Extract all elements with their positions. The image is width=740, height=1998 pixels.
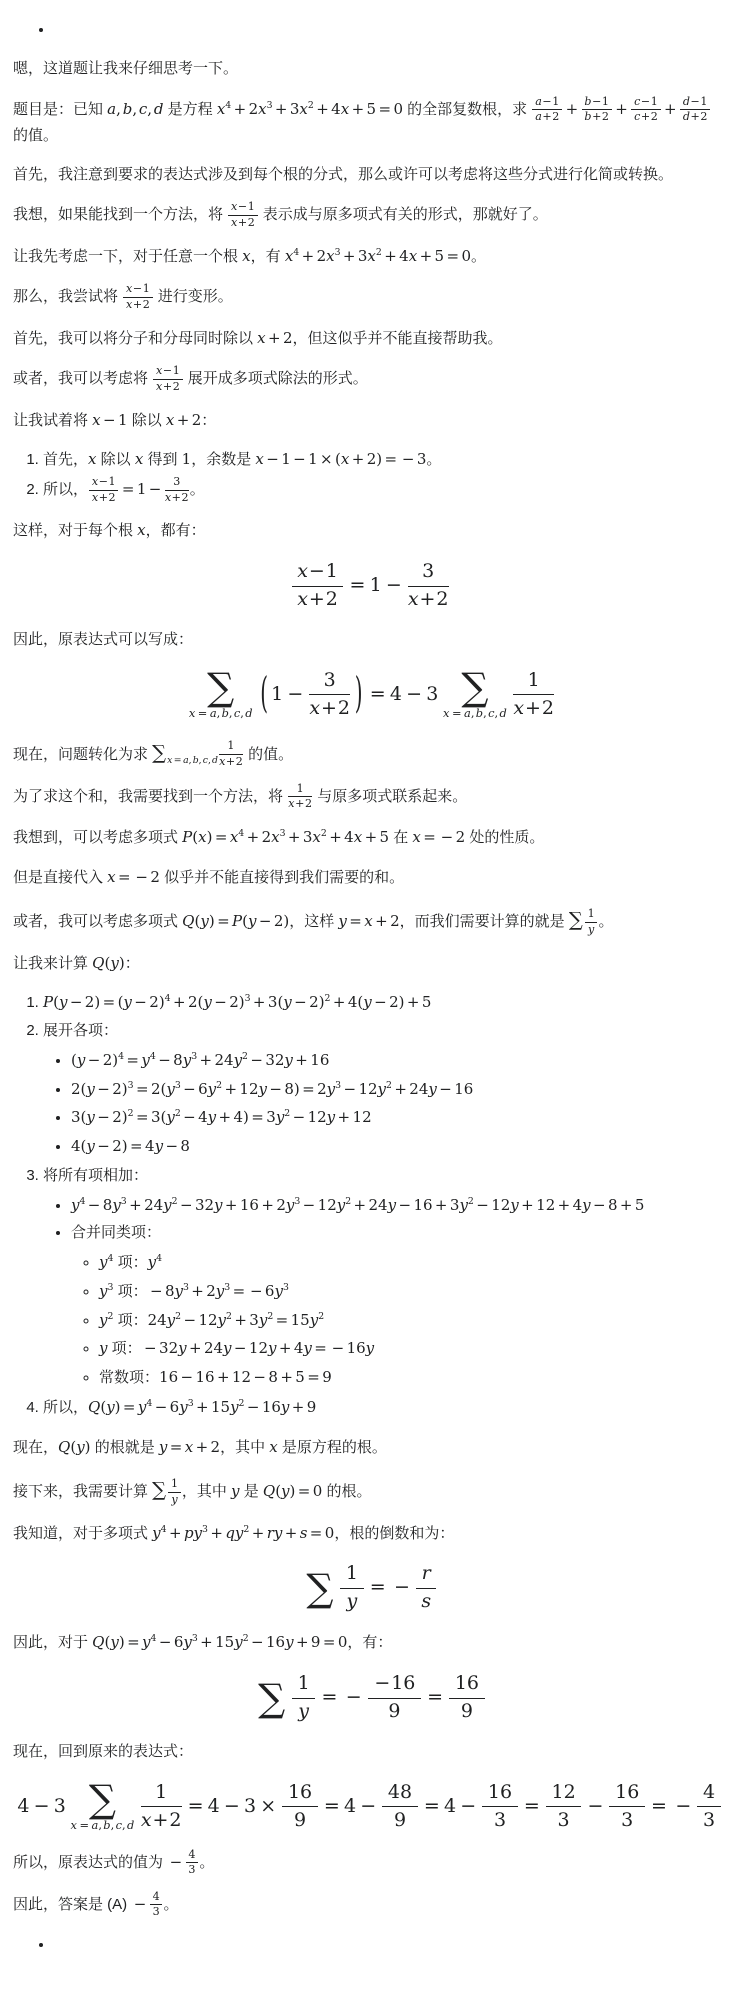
superscript: 4	[150, 1633, 157, 1645]
superscript: 2	[324, 993, 331, 1005]
fraction: $\frac{4}{3}$	[695, 1781, 722, 1833]
math-inline: y	[231, 1482, 240, 1501]
text-run: 是原方程的根。	[277, 1438, 387, 1456]
fraction: $\frac{a-1}{a+2}$	[531, 96, 563, 124]
text-run: 但是直接代入	[13, 868, 108, 886]
math-inline: $3(y - 2)^2 = 3(y^2 - 4y + 4) = 3y^2 - 12y + 12$	[71, 1108, 372, 1127]
math-inline: − $\frac{4}{3}$	[131, 1895, 163, 1913]
text-run: ：	[201, 411, 217, 429]
superscript: 2	[242, 1633, 249, 1645]
display-equation	[13, 1562, 727, 1614]
text-run: 因此，原表达式可以写成：	[13, 630, 194, 648]
superscript: 3	[191, 1050, 198, 1062]
display-equation	[13, 1777, 727, 1833]
math-inline: 16 − 16 + 12 − 8 + 5 = 9	[159, 1368, 332, 1387]
text-run: 现在，回到原来的表达式：	[13, 1742, 194, 1760]
superscript: 2	[174, 1108, 181, 1120]
superscript: 2	[267, 1310, 274, 1322]
text-run: 为了求这个和，我需要找到一个方法，将	[13, 787, 288, 805]
bullet-list	[43, 1193, 727, 1391]
superscript: 3	[282, 1281, 289, 1293]
superscript: 2	[127, 1108, 134, 1120]
superscript: 3	[120, 1195, 127, 1207]
superscript: 3	[107, 1281, 114, 1293]
superscript: 4	[118, 1050, 125, 1062]
text-run: ，根的倒数和为：	[334, 1524, 455, 1542]
math-inline: $y^2$	[99, 1310, 114, 1329]
text-run: 。	[470, 247, 486, 265]
list-item	[71, 1105, 727, 1131]
math-inline: y = x + 2	[338, 912, 400, 931]
text-run: ，其中	[181, 1483, 232, 1501]
superscript: 3	[182, 1281, 189, 1293]
math-inline: Q(y)	[92, 953, 125, 972]
fraction: $\frac{-16}{9}$	[366, 1672, 423, 1724]
math-inline: x	[88, 450, 97, 469]
fraction: $\frac{1}{x+2}$	[513, 668, 554, 719]
text-run: 项：	[107, 1340, 142, 1358]
math-inline: x = − 2	[412, 827, 466, 846]
text-run: 让我试着将	[13, 411, 93, 429]
text-run: 项：	[113, 1311, 148, 1329]
superscript: 2	[242, 1050, 248, 1062]
fraction: $\frac{1}{y}$	[290, 1672, 317, 1724]
paragraph	[13, 408, 727, 434]
fraction: $\frac{3}{x+2}$	[407, 560, 449, 611]
text-run: 合并同类项：	[71, 1224, 162, 1242]
text-run: 项：	[113, 1282, 148, 1300]
text-run: 的值。	[243, 745, 294, 763]
paragraph	[13, 737, 727, 769]
list-item	[43, 476, 727, 504]
superscript: 3	[335, 1079, 342, 1091]
math-inline: x	[134, 450, 144, 469]
math-inline: $y^4$	[147, 1253, 162, 1272]
superscript: 2	[318, 1310, 325, 1322]
superscript: 2	[284, 1108, 291, 1120]
paragraph	[13, 283, 727, 311]
paragraph	[13, 244, 727, 270]
text-run: 将所有项相加：	[43, 1166, 149, 1184]
superscript: 2	[467, 1195, 474, 1207]
fraction: $\frac{x-1}{x+2}$	[227, 201, 258, 229]
math-inline: $Q(y) = y^4 - 6y^3 + 15y^2 - 16y + 9 = 0$	[92, 1633, 348, 1652]
math-display: $\frac{x-1}{x+2}$ = 1 − $\frac{3}{x+2}$	[290, 574, 451, 596]
text-run: 让我来计算	[13, 954, 93, 972]
superscript: 3	[191, 1633, 198, 1645]
big-paren: (	[260, 666, 269, 718]
math-inline: $y^4 + py^3 + qy^2$ + ry + s = 0	[152, 1523, 335, 1542]
list-item	[99, 1365, 727, 1391]
fraction: $\frac{1}{y}$	[167, 1478, 182, 1506]
text-run: 展开成多项式除法的形式。	[183, 370, 368, 388]
text-run: 现在，	[13, 1438, 59, 1456]
sigma-sign: ∑	[306, 1566, 334, 1611]
math-inline: $\sum_{x=a,b,c,d}$ $\frac{1}{x+2}$	[152, 739, 243, 768]
math-inline: $y^4 - 8y^3 + 24y^2 - 32y + 16 + 2y^3 - 12y^2 + 24y - 16 + 3y^2 - 12y + 12 + 4y - 8 + 5$	[71, 1195, 645, 1214]
math-inline: $Q(y) = y^4 - 6y^3 + 15y^2 - 16y + 9$	[88, 1397, 317, 1416]
math-inline	[287, 781, 313, 811]
list-item	[43, 1164, 727, 1391]
summation	[443, 665, 507, 721]
math-inline: ∑ $\frac{1}{y}$	[569, 912, 599, 930]
fraction: $\frac{48}{9}$	[380, 1781, 419, 1833]
math-inline: − 32y + 24y − 12y + 4y = − 16y	[144, 1339, 375, 1358]
list-item	[99, 1336, 727, 1362]
superscript: 2	[171, 1195, 178, 1207]
text-run: 得到	[143, 451, 182, 469]
text-run: 的根。	[322, 1483, 372, 1501]
superscript: 3	[174, 1079, 181, 1091]
fraction: $\frac{4}{3}$	[149, 1891, 164, 1919]
paragraph	[13, 1740, 727, 1765]
math-inline: y	[99, 1339, 108, 1358]
superscript: 4	[107, 1253, 114, 1265]
text-run: 。	[598, 913, 614, 931]
sigma-sign: ∑	[461, 665, 489, 710]
text-run: 的全部复数根，求	[403, 100, 532, 118]
math-inline: y = x + 2	[158, 1437, 221, 1456]
list-item	[99, 1250, 727, 1276]
math-inline: $\frac{a-1}{a+2}$ + $\frac{b-1}{b+2}$ + $\frac{c-1}{c+2}$ + $\frac{d-1}{d+2}$	[531, 100, 711, 118]
text-run: 似乎并不能直接得到我们需要的和。	[159, 868, 405, 886]
text-run: 常数项：	[99, 1369, 160, 1387]
text-run: ，余数是	[191, 451, 256, 469]
summation	[188, 665, 253, 721]
superscript: 3	[279, 827, 286, 839]
text-run: 。	[199, 1853, 215, 1871]
math-inline: $P(x) = x^4 + 2x^3 + 3x^2 + 4x + 5$	[182, 827, 390, 846]
text-run: 我想，如果能找到一个方法，将	[13, 206, 228, 224]
paragraph	[13, 96, 727, 149]
list-item	[99, 1279, 727, 1305]
math-inline: 4(y − 2) = 4y − 8	[71, 1137, 190, 1156]
math-display: ∑ $\frac{1}{y}$ = − $\frac{-16}{9}$ = $\frac{16}{9}$	[253, 1686, 486, 1708]
text-run: 首先，我注意到要求的表达式涉及到每个根的分式，那么或许可以考虑将这些分式进行化简或转换。	[13, 165, 674, 183]
superscript: 2	[243, 1523, 250, 1535]
fraction: $\frac{16}{3}$	[480, 1781, 519, 1833]
superscript: 3	[294, 1195, 301, 1207]
math-inline: Q(y) = P(y − 2)	[182, 912, 290, 931]
fraction: $\frac{3}{x+2}$	[164, 475, 189, 504]
text-run: 的值。	[13, 126, 59, 144]
superscript: 2	[375, 246, 382, 258]
superscript: 2	[107, 1310, 114, 1322]
text-run: ，有	[250, 247, 285, 265]
paragraph	[13, 1891, 727, 1919]
math-inline: $24y^2 - 12y^2 + 3y^2 = 15y^2$	[147, 1310, 325, 1329]
math-display: ∑ x = a,b,c,d ( 1 − $\frac{3}{x+2}$ ) = 4 − 3 ∑ x = a,b,c,d $\frac{1}{x+2}$	[184, 683, 556, 705]
list-item	[71, 1193, 727, 1219]
text-run: 或者，我可以考虑将	[13, 370, 153, 388]
empty-bullet-item	[54, 18, 727, 43]
paragraph	[13, 518, 727, 544]
text-run: ，而我们需要计算的就是	[399, 913, 569, 931]
bullet-list	[13, 1933, 727, 1958]
fraction: $\frac{x-1}{x+2}$	[152, 365, 183, 393]
list-item	[71, 1048, 727, 1074]
fraction: $\frac{12}{3}$	[544, 1781, 583, 1833]
superscript: 3	[224, 1281, 231, 1293]
text-run: 的根就是	[90, 1438, 159, 1456]
text-run: ，其中	[220, 1438, 270, 1456]
superscript: 4	[160, 1523, 167, 1535]
text-run: 表示成与原多项式有关的形式，那就好了。	[258, 206, 548, 224]
fraction: $\frac{x-1}{x+2}$	[88, 476, 119, 504]
superscript: 3	[187, 1397, 194, 1409]
math-inline: − $8y^3 + 2y^3$ = − $6y^3$	[149, 1281, 289, 1300]
text-run: ，有：	[347, 1634, 393, 1652]
math-inline: $(y - 2)^4 = y^4 - 8y^3 + 24y^2 - 32y + 16$	[71, 1050, 330, 1069]
text-run: 除以	[127, 411, 166, 429]
text-run: 让我先考虑一下，对于任意一个根	[13, 247, 243, 265]
fraction: $\frac{1}{y}$	[584, 908, 599, 936]
text-run: 嗯，这道题让我来仔细思考一下。	[13, 59, 239, 77]
text-run: 。	[163, 1895, 179, 1913]
text-run: 是方程	[163, 100, 217, 118]
fraction: $\frac{16}{3}$	[608, 1781, 647, 1833]
paragraph	[13, 1849, 727, 1877]
sum-limits: x = a,b,c,d	[443, 706, 507, 721]
fraction: $\frac{1}{y}$	[338, 1562, 365, 1614]
text-run: ，这样	[289, 913, 339, 931]
math-inline: − $\frac{4}{3}$	[167, 1853, 199, 1871]
paragraph	[13, 904, 727, 936]
superscript: 4	[225, 99, 232, 111]
sigma-sign: ∑	[258, 1675, 286, 1720]
fraction: $\frac{1}{x+2}$	[140, 1780, 182, 1831]
superscript: 2	[238, 1397, 245, 1409]
superscript: 2	[226, 1310, 232, 1322]
text-run: 那么，我尝试将	[13, 288, 123, 306]
paragraph	[13, 326, 727, 352]
sum-limits: x = a,b,c,d	[188, 706, 253, 721]
ordered-list	[13, 990, 727, 1420]
math-inline: $x^4 + 2x^3 + 3x^2 + 4x + 5 = 0$	[216, 99, 403, 118]
math-inline: $y^3$	[99, 1281, 114, 1300]
paragraph	[13, 1630, 727, 1656]
text-run: ：	[124, 954, 140, 972]
text-run: 我想到，可以考虑多项式	[13, 828, 183, 846]
fraction: $\frac{x-1}{x+2}$	[122, 283, 153, 311]
text-run: 因此，答案是 (A)	[13, 1895, 132, 1913]
text-run: 因此，对于	[13, 1634, 93, 1652]
sum-limits: x = a,b,c,d	[70, 1818, 135, 1833]
display-equation	[13, 665, 727, 721]
math-inline	[152, 364, 183, 393]
math-inline: x = − 2	[107, 867, 160, 886]
list-item	[43, 447, 727, 473]
paragraph	[13, 865, 727, 891]
text-run: 项：	[113, 1254, 148, 1272]
text-run: 在	[389, 828, 413, 846]
superscript: 4	[164, 993, 171, 1005]
bullet-list	[71, 1250, 727, 1391]
list-item	[71, 1077, 727, 1103]
math-inline: $P(y - 2) = (y - 2)^4 + 2(y - 2)^3 + 3(y - 2)^2 + 4(y - 2) + 5$	[43, 993, 432, 1012]
summation	[70, 1777, 135, 1833]
summation	[258, 1675, 286, 1720]
text-run: ，但这似乎并不能直接帮助我。	[292, 329, 503, 347]
math-inline: 1	[181, 450, 192, 469]
text-run: 所以，	[43, 1398, 89, 1416]
math-inline: x	[137, 521, 146, 540]
superscript: 3	[202, 1523, 208, 1535]
text-run: 展开各项：	[43, 1022, 119, 1040]
fraction: $\frac{3}{x+2}$	[309, 668, 350, 719]
text-run: 所以，原表达式的值为	[13, 1853, 168, 1871]
subscript: x=a,b,c,d	[167, 754, 218, 766]
fraction: $\frac{16}{9}$	[280, 1781, 319, 1833]
fraction: $\frac{1}{x+2}$	[219, 739, 243, 768]
empty-bullet-item	[54, 1933, 727, 1958]
math-display: 4 − 3 ∑ x = a,b,c,d $\frac{1}{x+2}$ = 4 − 3 × $\frac{16}{9}$ = 4 − $\frac{48}{9}$ = 4 − $\frac{16}{3}$ = $\frac{12}{3}$ − $\frac{16}{3}$ = − $\frac{4}{3}$	[17, 1795, 722, 1817]
superscript: 4	[156, 1253, 162, 1265]
superscript: 4	[238, 827, 245, 839]
text-run: 是	[239, 1483, 263, 1501]
text-run: 。	[189, 481, 205, 499]
text-run: ，都有：	[145, 522, 206, 540]
math-inline: x + 2	[257, 328, 293, 347]
math-inline: ∑ $\frac{1}{y}$	[152, 1482, 182, 1500]
text-run: 与原多项式联系起来。	[313, 787, 468, 805]
math-inline: Q(y) = 0	[262, 1482, 323, 1501]
text-run: 处的性质。	[465, 828, 545, 846]
paragraph	[13, 628, 727, 653]
fraction: $\frac{d-1}{d+2}$	[679, 96, 711, 124]
sigma-sign: ∑	[207, 665, 235, 710]
text-run: 首先，我可以将分子和分母同时除以	[13, 329, 258, 347]
math-inline: a, b, c, d	[107, 99, 164, 118]
paragraph	[13, 825, 727, 851]
superscript: 2	[345, 1195, 352, 1207]
list-item	[99, 1308, 727, 1334]
text-run: 进行变形。	[153, 288, 233, 306]
paragraph	[13, 1521, 727, 1547]
superscript: 2	[320, 827, 327, 839]
text-run: 或者，我可以考虑多项式	[13, 913, 183, 931]
sigma-sign: ∑	[88, 1777, 116, 1822]
paragraph	[13, 783, 727, 811]
fraction: $\frac{1}{x+2}$	[288, 781, 312, 811]
big-paren: )	[354, 666, 363, 718]
paragraph	[13, 57, 727, 82]
paragraph	[13, 201, 727, 229]
list-item	[71, 1221, 727, 1391]
math-inline: x − 1	[92, 410, 128, 429]
fraction: $\frac{x-1}{x+2}$	[290, 560, 346, 612]
fraction: $\frac{16}{9}$	[447, 1672, 486, 1724]
fraction: $\frac{r}{s}$	[414, 1562, 438, 1614]
math-inline: $2(y - 2)^3 = 2(y^3 - 6y^2 + 12y - 8) = 2y^3 - 12y^2 + 24y - 16$	[71, 1079, 474, 1098]
superscript: 4	[146, 1397, 153, 1409]
fraction: $\frac{c-1}{c+2}$	[630, 96, 661, 124]
display-equation	[13, 1672, 727, 1724]
ordered-list	[13, 447, 727, 504]
superscript: 3	[244, 993, 251, 1005]
text-run: 首先，	[43, 451, 89, 469]
math-inline: x	[242, 246, 251, 265]
bullet-list	[43, 1048, 727, 1160]
list-item	[43, 1019, 727, 1160]
fraction: $\frac{b-1}{b+2}$	[581, 96, 613, 124]
list-item	[71, 1134, 727, 1160]
display-equation	[13, 560, 727, 612]
math-inline: $\frac{x-1}{x+2}$ = 1 − $\frac{3}{x+2}$	[88, 480, 190, 498]
text-run: 除以	[96, 451, 135, 469]
superscript: 2	[175, 1310, 182, 1322]
math-inline: x	[269, 1437, 278, 1456]
math-inline: x − 1 − 1 × (x + 2) = − 3	[255, 450, 427, 469]
superscript: 2	[307, 99, 314, 111]
math-inline: $y^4$	[99, 1253, 114, 1272]
superscript: 2	[216, 1079, 223, 1091]
math-inline: Q(y)	[58, 1437, 91, 1456]
math-inline: x + 2	[165, 410, 202, 429]
text-run: 现在，问题转化为求	[13, 745, 153, 763]
superscript: 4	[149, 1050, 156, 1062]
bullet-list	[13, 18, 727, 43]
math-inline: $x^4 + 2x^3 + 3x^2 + 4x + 5 = 0$	[284, 246, 471, 265]
math-display: ∑ $\frac{1}{y}$ = − $\frac{r}{s}$	[302, 1576, 439, 1598]
list-item	[43, 1395, 727, 1421]
text-run: 我知道，对于多项式	[13, 1524, 153, 1542]
paragraph	[13, 365, 727, 393]
list-item	[43, 990, 727, 1016]
paragraph	[13, 951, 727, 977]
text-run: 所以，	[43, 481, 89, 499]
text-run: 题目是：已知	[13, 100, 108, 118]
superscript: 3	[334, 246, 341, 258]
paragraph	[13, 1435, 727, 1461]
superscript: 3	[266, 99, 273, 111]
superscript: 3	[127, 1079, 134, 1091]
fraction: $\frac{4}{3}$	[185, 1849, 200, 1877]
superscript: 4	[293, 246, 300, 258]
reasoning-content	[13, 18, 727, 1958]
math-inline	[122, 282, 153, 311]
text-run: 这样，对于每个根	[13, 522, 138, 540]
paragraph	[13, 1474, 727, 1506]
paragraph	[13, 163, 727, 188]
superscript: 2	[386, 1079, 392, 1091]
text-run: 。	[426, 451, 442, 469]
math-inline	[227, 200, 258, 229]
superscript: 4	[79, 1195, 86, 1207]
summation	[306, 1566, 334, 1611]
text-run: 接下来，我需要计算	[13, 1483, 153, 1501]
